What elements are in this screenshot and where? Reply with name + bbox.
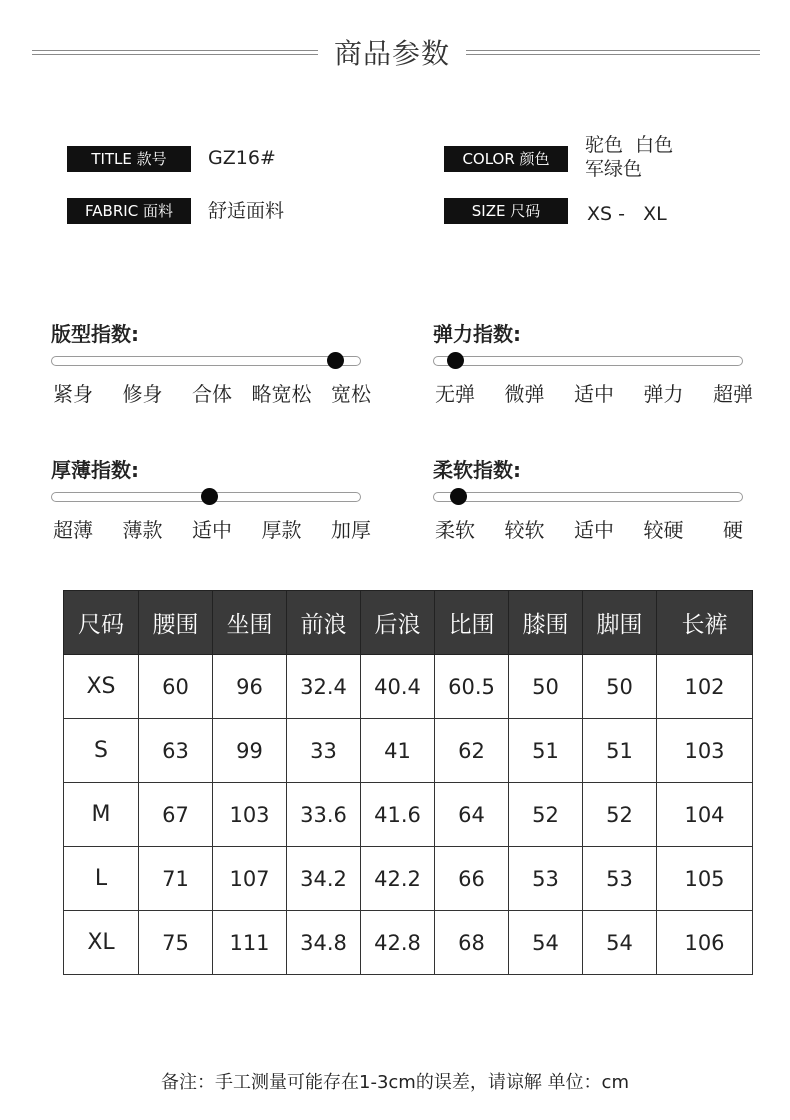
param-label-color: COLOR 颜色 [444,146,568,172]
table-cell: 96 [213,655,287,719]
table-cell: 51 [583,719,657,783]
table-cell: 54 [583,911,657,975]
table-cell: L [64,847,139,911]
table-cell: 104 [657,783,753,847]
column-header: 脚围 [583,591,657,655]
index-level: 修身 [122,382,163,406]
table-cell: 111 [213,911,287,975]
table-cell: 51 [509,719,583,783]
index-level: 较硬 [643,518,684,542]
table-row [64,783,753,847]
index-levels [51,514,381,540]
index-level: 弹力 [643,382,684,406]
table-cell: 52 [509,783,583,847]
table-cell: 66 [435,847,509,911]
index-fit [51,318,381,418]
table-cell: 62 [435,719,509,783]
index-marker [450,488,467,505]
index-levels [433,514,763,540]
table-cell: 67 [139,783,213,847]
table-cell: 50 [583,655,657,719]
column-header: 尺码 [64,591,139,655]
index-track [51,356,361,366]
index-track [433,492,743,502]
index-level: 厚款 [261,518,302,542]
table-cell: 54 [509,911,583,975]
table-cell: 71 [139,847,213,911]
table-cell: 60.5 [435,655,509,719]
table-cell: 64 [435,783,509,847]
index-level: 超薄 [53,518,93,542]
index-level: 适中 [574,382,614,406]
table-cell: 50 [509,655,583,719]
size-table [63,590,753,975]
table-cell: 75 [139,911,213,975]
table-row [64,911,753,975]
index-thickness [51,454,381,554]
column-header: 坐围 [213,591,287,655]
index-level: 无弹 [435,382,475,406]
index-levels [433,378,763,404]
table-cell: 41 [361,719,435,783]
index-marker [201,488,218,505]
index-title: 版型指数: [51,322,139,346]
param-value-size: XS - XL [587,203,667,225]
table-row [64,719,753,783]
table-cell: M [64,783,139,847]
table-cell: 52 [583,783,657,847]
table-cell: 107 [213,847,287,911]
index-level: 硬 [723,518,743,542]
header-rule-right [466,50,760,55]
table-cell: 99 [213,719,287,783]
table-cell: 106 [657,911,753,975]
table-cell: 53 [509,847,583,911]
index-level: 适中 [574,518,614,542]
index-level: 较软 [504,518,545,542]
table-cell: 63 [139,719,213,783]
index-marker [327,352,344,369]
index-title: 柔软指数: [433,458,521,482]
table-row [64,847,753,911]
table-cell: 33.6 [287,783,361,847]
table-cell: XL [64,911,139,975]
column-header: 腰围 [139,591,213,655]
table-cell: 42.8 [361,911,435,975]
table-cell: 102 [657,655,753,719]
index-level: 薄款 [122,518,163,542]
index-elasticity [433,318,763,418]
param-label-title: TITLE 款号 [67,146,191,172]
index-level: 微弹 [504,382,545,406]
param-value-fabric: 舒适面料 [208,200,285,222]
footnote: 备注：手工测量可能存在1-3cm的误差，请谅解 单位：cm [161,1072,629,1093]
param-label-size: SIZE 尺码 [444,198,568,224]
column-header: 比围 [435,591,509,655]
table-cell: 103 [213,783,287,847]
table-cell: 42.2 [361,847,435,911]
section-title: 商品参数 [333,37,450,70]
index-track [433,356,743,366]
table-cell: 41.6 [361,783,435,847]
index-level: 柔软 [435,518,475,542]
table-cell: 40.4 [361,655,435,719]
table-cell: S [64,719,139,783]
index-level: 适中 [192,518,232,542]
table-cell: 68 [435,911,509,975]
index-marker [447,352,464,369]
table-cell: 60 [139,655,213,719]
header-rule-left [32,50,318,55]
index-level: 紧身 [53,382,93,406]
index-level: 略宽松 [251,382,312,406]
table-cell: 34.2 [287,847,361,911]
param-value-color: 驼色 白色 军绿色 [585,134,674,180]
table-header-row [64,591,753,655]
param-value-title: GZ16# [208,147,276,169]
table-row [64,655,753,719]
column-header: 长裤 [657,591,753,655]
index-level: 宽松 [331,382,371,406]
table-cell: 105 [657,847,753,911]
index-level: 加厚 [331,518,371,542]
index-level: 合体 [192,382,232,406]
column-header: 前浪 [287,591,361,655]
index-title: 弹力指数: [433,322,521,346]
column-header: 膝围 [509,591,583,655]
table-cell: 53 [583,847,657,911]
index-levels [51,378,381,404]
section-header [0,28,790,78]
column-header: 后浪 [361,591,435,655]
index-level: 超弹 [713,382,753,406]
table-cell: 34.8 [287,911,361,975]
table-cell: 32.4 [287,655,361,719]
table-cell: XS [64,655,139,719]
index-title: 厚薄指数: [51,458,139,482]
index-softness [433,454,763,554]
param-label-fabric: FABRIC 面料 [67,198,191,224]
table-cell: 103 [657,719,753,783]
table-cell: 33 [287,719,361,783]
